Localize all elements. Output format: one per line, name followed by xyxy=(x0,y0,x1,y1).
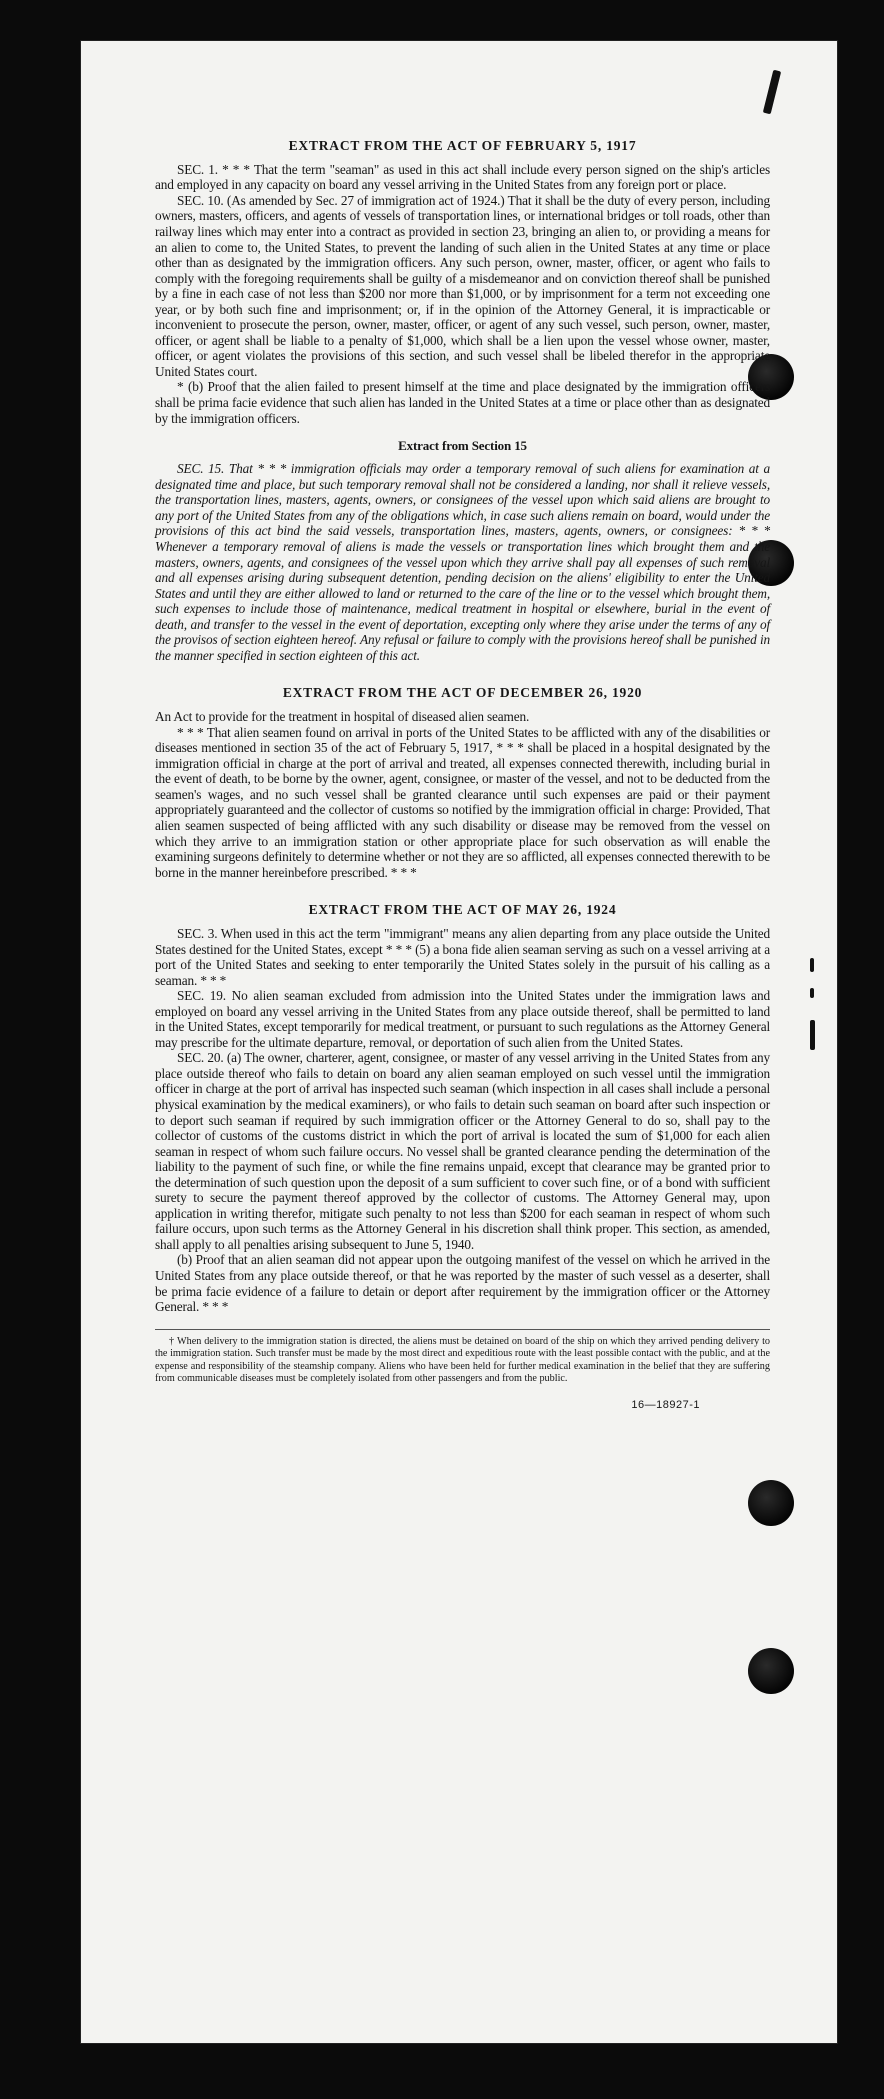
heading-act-1917: EXTRACT FROM THE ACT OF FEBRUARY 5, 1917 xyxy=(288,138,637,153)
act-1920-title: An Act to provide for the treatment in hospital of diseased alien seamen. xyxy=(155,709,530,725)
sec3-paragraph: SEC. 3. When used in this act the term "immigrant" means any alien departing from any place outside the United States destined for the United States, except * * * (5) a bona fide alien seaman serving as such on a vessel arriving at a port of the United States and seeking to enter temporarily the United States solely in the pursuit of his calling as a seaman. * * * xyxy=(155,925,770,988)
footnote-text: † When delivery to the immigration station is directed, the aliens must be detained on board of the ship on which they arrived pending delivery to the immigration station. Such transfer must be made by the most direct and expeditious route with the least possible contact with the public, and at the expense and responsibility of the steamship company. Aliens who have been held for further medical examination in the belief that they are suffering from communicable diseases must be completely isolated from other passengers and from the public. xyxy=(155,1335,770,1384)
corner-ink-mark xyxy=(763,70,781,115)
document-page xyxy=(80,40,838,2044)
footnote xyxy=(155,1329,770,1386)
sec10b-paragraph: * (b) Proof that the alien failed to present himself at the time and place designated by the immigration officers shall be prima facie evidence that such alien has landed in the United States at a time or place other than as designated by the immigration officers. xyxy=(155,379,770,426)
margin-mark xyxy=(810,958,814,972)
margin-mark xyxy=(810,1020,815,1050)
sec15-paragraph: SEC. 15. That * * * immigration officials may order a temporary removal of such aliens for examination at a designated time and place, but such temporary removal shall not be considered a landing, nor shall it relieve vessels, the transportation lines, masters, agents, owners, or consignees of the vessel upon which said aliens are brought to any port of the United States from any of the obligations which, in case such aliens remain on board, would under the provisions of this act bind the said vessels, transportation lines, masters, agents, owners, or consignees: * * * Whenever a temporary removal of aliens is made the vessels or transportation lines which brought them and the masters, owners, agents, and consignees of the vessel upon which they arrive shall pay all expenses of such removal and all expenses arising during subsequent detention, pending decision on the aliens' eligibility to enter the United States and until they are either allowed to land or returned to the care of the line or to the vessel which brought them, such expenses to include those of maintenance, medical treatment in hospital or elsewhere, burial in the event of death, and transfer to the vessel in the event of deportation, excepting only where they arise under the terms of any of the provisos of section eighteen hereof. Any refusal or failure to comply with the provisions hereof shall be punished in the manner specified in section eighteen of this act. xyxy=(155,461,770,663)
sec20a-paragraph: SEC. 20. (a) The owner, charterer, agent, consignee, or master of any vessel arriving in the United States from any place outside thereof who fails to detain on board any alien seaman employed on such vessel until the immigration officer in charge at the port of arrival has inspected such seaman (which inspection in all cases shall include a personal physical examination by the medical examiners), or who fails to detain such seaman on board after such inspection or to deport such seaman if required by such immigration officer or the Attorney General to do so, shall pay to the collector of customs of the customs district in which the port of arrival is located the sum of $1,000 for each alien seaman in respect of whom such failure occurs. No vessel shall be granted clearance pending the determination of the liability to the payment of such fine, or while the fine remains unpaid, except that clearance may be granted prior to the determination of such question upon the deposit of a sum sufficient to cover such fine, or of a bond with sufficient surety to secure the payment thereof approved by the collector of customs. The Attorney General may, upon application in writing therefor, mitigate such penalty to not less than $200 for each seaman in respect of whom such failure occurs, upon such terms as the Attorney General in his discretion shall think proper. This section, as amended, shall apply to all penalties arising subsequent to June 5, 1940. xyxy=(155,1050,770,1252)
heading-section-15: Extract from Section 15 xyxy=(398,438,527,454)
punch-hole xyxy=(748,1480,794,1526)
sec20b-paragraph: (b) Proof that an alien seaman did not appear upon the outgoing manifest of the vessel on which he arrived in the United States from any place outside thereof, or that he was reported by the master of such vessel as a deserter, shall be prima facie evidence of a failure to detain or deport after requirement by the immigration officer or the Attorney General. * * * xyxy=(155,1252,770,1315)
sec10-paragraph: SEC. 10. (As amended by Sec. 27 of immigration act of 1924.) That it shall be the duty of every person, including owners, masters, officers, and agents of vessels of transportation lines, or international bridges or toll roads, other than railway lines which may enter into a contract as provided in section 23, bringing an alien to, or providing a means for an alien to come to, the United States, to prevent the landing of such alien in the United States at any time or place other than as designated by the immigration officers. Any such person, owner, master, officer, or agent who fails to comply with the foregoing requirements shall be guilty of a misdemeanor and on conviction thereof shall be punished by a fine in each case of not less than $200 nor more than $1,000, or by imprisonment for a term not exceeding one year, or by both such fine and imprisonment; or, if in the opinion of the Attorney General, it is impracticable or inconvenient to prosecute the person, owner, master, officer, or agent of any such vessel, such person, owner, master, officer, or agent shall be liable to a penalty of $1,000, which shall be a lien upon the vessel whose owner, master, officer, or agent violates the provisions of this section, and such vessel shall be libeled therefor in the appropriate United States court. xyxy=(155,192,770,379)
act-1920-paragraph: * * * That alien seamen found on arrival in ports of the United States to be afflicted with any of the disabilities or diseases mentioned in section 35 of the act of February 5, 1917, * * * shall be placed in a hospital designated by the immigration official in charge at the port of arrival and treated, all expenses connected therewith, including burial in the event of death, to be borne by the owner, agent, consignee, or master of the vessel, and not to be deducted from the seamen's wages, and no such vessel shall be granted clearance until such expenses are paid or their payment appropriately guaranteed and the collector of customs so notified by the immigration official in charge: Provided, That alien seamen suspected of being afflicted with any such disability or disease may be removed from the vessel on which they arrive to an immigration station or other appropriate place for such observation as will enable the examining surgeons definitely to determine whether or not they are so afflicted, all expenses connected therewith to be borne in the manner hereinbefore prescribed. * * * xyxy=(155,724,770,880)
punch-hole xyxy=(748,1648,794,1694)
sec1-paragraph: SEC. 1. * * * That the term "seaman" as used in this act shall include every person signed on the ship's articles and employed in any capacity on board any vessel arriving in the United States from any foreign port or place. xyxy=(155,161,770,193)
heading-act-1924: EXTRACT FROM THE ACT OF MAY 26, 1924 xyxy=(308,902,617,918)
document-body xyxy=(155,138,770,1412)
heading-act-1920: EXTRACT FROM THE ACT OF DECEMBER 26, 1920 xyxy=(282,685,643,701)
margin-mark xyxy=(810,988,814,998)
document-number: 16—18927-1 xyxy=(631,1399,700,1412)
sec19-paragraph: SEC. 19. No alien seaman excluded from admission into the United States under the immigration laws and employed on board any vessel arriving in the United States from any place outside thereof, shall be permitted to land in the United States, except temporarily for medical treatment, or pursuant to such regulations as the Attorney General may prescribe for the ultimate departure, removal, or deportation of such alien from the United States. xyxy=(155,988,770,1050)
